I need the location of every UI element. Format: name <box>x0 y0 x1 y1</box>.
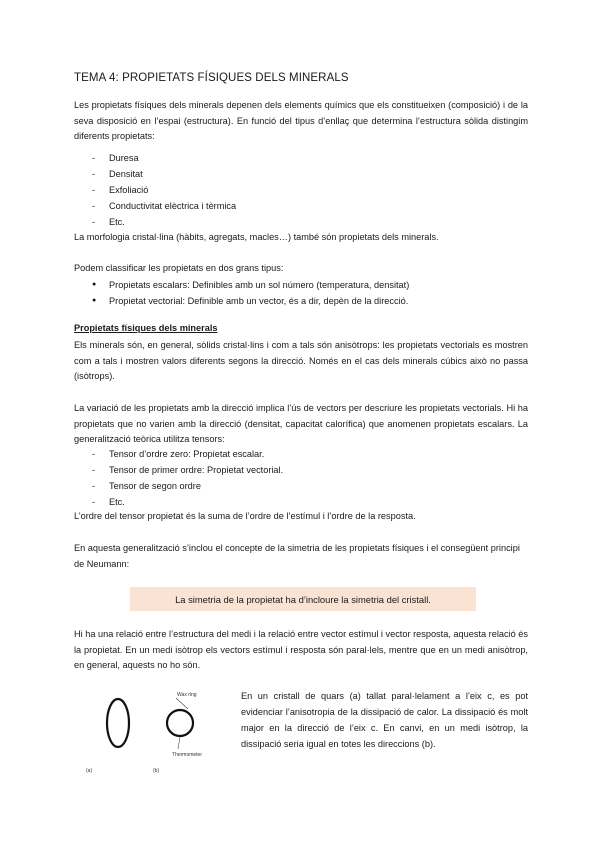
properties-list <box>92 150 236 230</box>
anisotropic-ellipse <box>107 699 129 747</box>
intro-paragraph: Les propietats físiques dels minerals depenen dels elements químics que els constitueixen (composició) i de la seva disposició en l’espai (estructura). En funció del tipus d’enllaç que determina l’estructura sòlida distingim diferents propietats: <box>74 100 528 142</box>
neumann-intro-paragraph: En aquesta generalització s’inclou el concepte de la simetria de les propietats físiques i el consegüent principi de Neumann: <box>74 543 520 569</box>
figure-caption: En un cristall de quars (a) tallat paral·lelament a l’eix c, es pot evidenciar l’anisotropia de la dissipació de calor. La dissipació és molt major en la direcció de l’eix c. En canvi, en un medi isòtrop, la dissipació seria igual en totes les direccions (b). <box>241 691 528 749</box>
section-paragraph-1: Els minerals són, en general, sòlids cristal·lins i com a tals són anisòtrops: les propietats vectorials es mostren com a tals i mostren valors diferents segons la direcció. Només en el cas dels minerals cúbics això no passa (isòtrops). <box>74 340 528 382</box>
isotropic-circle <box>167 710 193 736</box>
list-item: - Duresa <box>92 150 236 166</box>
thermometer-label: Thermometer <box>172 752 203 758</box>
thermometer-leader-line <box>178 737 180 749</box>
relation-paragraph: Hi ha una relació entre l’estructura del medi i la relació entre vector estímul i vector resposta, aquesta relació és la propietat. En un medi isòtrop els vectors estímul i resposta són paral·lels, mentre que en un medi anisòtrop, en general, aquests no ho són. <box>74 629 528 671</box>
tensor-order-paragraph: L’ordre del tensor propietat és la suma de l’ordre de l’estímul i l’ordre de la resposta. <box>74 511 416 521</box>
anisotropy-figure <box>84 686 224 776</box>
wax-ring-label: Wax ring <box>177 692 197 698</box>
types-list <box>92 277 409 309</box>
section-heading: Propietats físiques dels minerals <box>74 323 218 333</box>
classify-paragraph: Podem classificar les propietats en dos grans tipus: <box>74 263 284 273</box>
list-item: - Tensor d’ordre zero: Propietat escalar. <box>92 446 283 462</box>
list-item: - Etc. <box>92 214 236 230</box>
list-item: ● Propietat vectorial: Definible amb un vector, és a dir, depèn de la direcció. <box>92 293 409 309</box>
list-item: - Exfoliació <box>92 182 236 198</box>
section-paragraph-2: La variació de les propietats amb la direcció implica l’ús de vectors per descriure les propietats vectorials. Hi ha propietats que no varien amb la direcció (densitat, capacitat calorífica) que anomenen propietats escalars. La generalització teòrica utilitza tensors: <box>74 403 528 445</box>
morphology-paragraph: La morfologia cristal·lina (hàbits, agregats, macles…) també són propietats dels minerals. <box>74 232 439 242</box>
anisotropy-figure-drawing <box>84 686 224 776</box>
list-item: - Densitat <box>92 166 236 182</box>
wax-ring-leader-line <box>176 698 188 709</box>
figure-label-a: (a) <box>86 768 93 774</box>
neumann-principle-text: La simetria de la propietat ha d’incloure la simetria del cristall. <box>175 593 431 605</box>
list-item: - Tensor de primer ordre: Propietat vectorial. <box>92 462 283 478</box>
list-item: - Conductivitat elèctrica i tèrmica <box>92 198 236 214</box>
neumann-principle-box <box>130 587 476 611</box>
list-item: - Tensor de segon ordre <box>92 478 283 494</box>
list-item: - Etc. <box>92 494 283 510</box>
figure-label-b: (b) <box>153 768 160 774</box>
page-title: TEMA 4: PROPIETATS FÍSIQUES DELS MINERALS <box>74 72 349 84</box>
list-item: ● Propietats escalars: Definibles amb un sol número (temperatura, densitat) <box>92 277 409 293</box>
tensor-list <box>92 446 283 510</box>
